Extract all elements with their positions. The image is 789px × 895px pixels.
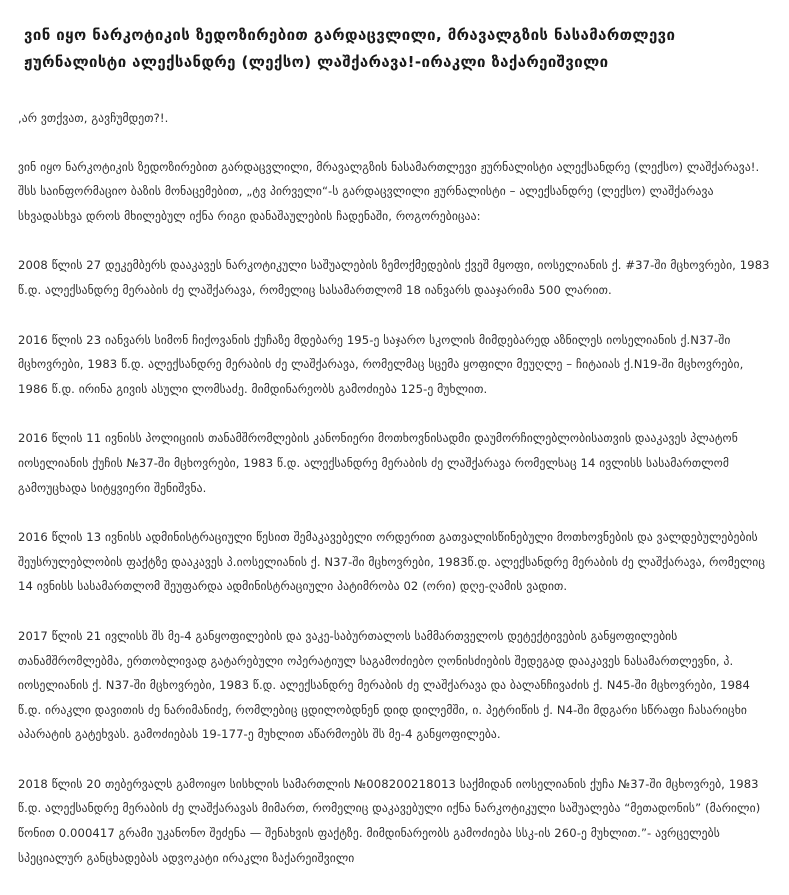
article-paragraph: 2008 წლის 27 დეკემბერს დააკავეს ნარკოტიკული საშუალების ზემოქმედების ქვეშ მყოფი, იოსელიანის ქ. #37-ში მცხოვრები, 1983 წ.დ. ალექსანდრე მერაბის ძე ლაშქარავა, რომელიც სასამართლომ 18 იანვარს დააჯარიმა 500 ლარით. — [18, 258, 770, 297]
article-paragraph: 2016 წლის 11 ივნისს პოლიციის თანამშრომლების კანონიერი მოთხოვნისადმი დაუმორჩილებლობისათვის დააკავეს პლატონ იოსელიანის ქუჩის №37-ში მცხოვრები, 1983 წ.დ. ალექსანდრე მერაბის ძე ლაშქარავა რომელსაც 14 ივლისს სასამართლომ გამოუცხადა სიტყვიერი შენიშვნა. — [18, 431, 738, 495]
article-headline: ვინ იყო ნარკოტიკის ზედოზირებით გარდაცვლილი, მრავალგზის ნასამართლევი ჟურნალისტი ალექსანდრე (ლექსო) ლაშქარავა!-ირაკლი ზაქარეიშვილი — [24, 26, 676, 71]
article-paragraph: 2018 წლის 20 თებერვალს გამოიყო სისხლის სამართლის №008200218013 საქმიდან იოსელიანის ქუჩა №37-ში მცხოვრებ, 1983 წ.დ. ალექსანდრე მერაბის ძე ლაშქარავას მიმართ, რომელიც დაკავებული იქნა ნარკოტიკული საშუალება “მეთადონის” (მარილი) წონით 0.000417 გრამი უკანონო შეძენა — შენახვის ფაქტზე. მიმდინარეობს გამოძიება სსკ-ის 260-ე მუხლით.”- ავრცელებს სპეციალურ განცხადებას ადვოკატი ირაკლი ზაქარეიშვილი — [18, 776, 761, 865]
article-paragraph: 2016 წლის 13 ივნისს ადმინისტრაციული წესით შემაკავებელი ორდერით გათვალისწინებული მოთხოვნების და ვალდებულებების შეუსრულებლობის ფაქტზე დააკავეს პ.იოსელიანის ქ. N37-ში მცხოვრები, 1983წ.დ. ალექსანდრე მერაბის ძე ლაშქარავა, რომელიც 14 ივნისს სასამართლომ შეუფარდა ადმინისტრაციული პატიმრობა 02 (ორი) დღე-ღამის ვადით. — [18, 530, 766, 594]
article-paragraph: 2017 წლის 21 ივლისს შს მე-4 განყოფილების და ვაკე-საბურთალოს სამმართველოს დეტექტივების განყოფილების თანამშრომლებმა, ერთობლივად გატარებული ოპერატიულ საგამოძიებო ღონისძიების შედეგად დააკავეს ნასამართლევნი, პ. იოსელიანის ქ. N37-ში მცხოვრები, 1983 წ.დ. ალექსანდრე მერაბის ძე ლაშქარავა და ბალანჩივაძის ქ. N45-ში მცხოვრები, 1984 წ.დ. ირაკლი დავითის ძე ნარიმანიძე, რომლებიც ცდილობდნენ დიდ დილემში, ი. პეტრიწის ქ. N4-ში მდგარი სწრაფი ჩასარიცხი აპარატის გატეხვას. გამოძიებას 19-177-ე მუხლით აწარმოებს შს მე-4 განყოფილება. — [18, 628, 750, 742]
article-intro-quote: ,არ ვთქვათ, გავჩუმდეთ?!. — [18, 111, 169, 125]
article-paragraph: 2016 წლის 23 იანვარს სიმონ ჩიქოვანის ქუჩაზე მდებარე 195-ე საჯარო სკოლის მიმდებარედ აზნილეს იოსელიანის ქ.N37-ში მცხოვრები, 1983 წ.დ. ალექსანდრე მერაბის ძე ლაშქარავა, რომელმაც სცემა ყოფილი მეუღლე – ჩიტაიას ქ.N19-ში მცხოვრები, 1986 წ.დ. ირინა გივის ასული ლომსაძე. მიმდინარეობს გამოძიება 125-ე მუხლით. — [18, 332, 744, 396]
article-paragraph: ვინ იყო ნარკოტიკის ზედოზირებით გარდაცვლილი, მრავალგზის ნასამართლევი ჟურნალისტი ალექსანდრე (ლექსო) ლაშქარავა!. შსს საინფორმაციო ბაზის მონაცემებით, „ტვ პირველი“-ს გარდაცვლილი ჟურნალისტი – ალექსანდრე (ლექსო) ლაშქარავა სხვადასხვა დროს მხილებულ იქნა რიგი დანაშაულების ჩადენაში, როგორებიცაა: — [18, 159, 760, 223]
